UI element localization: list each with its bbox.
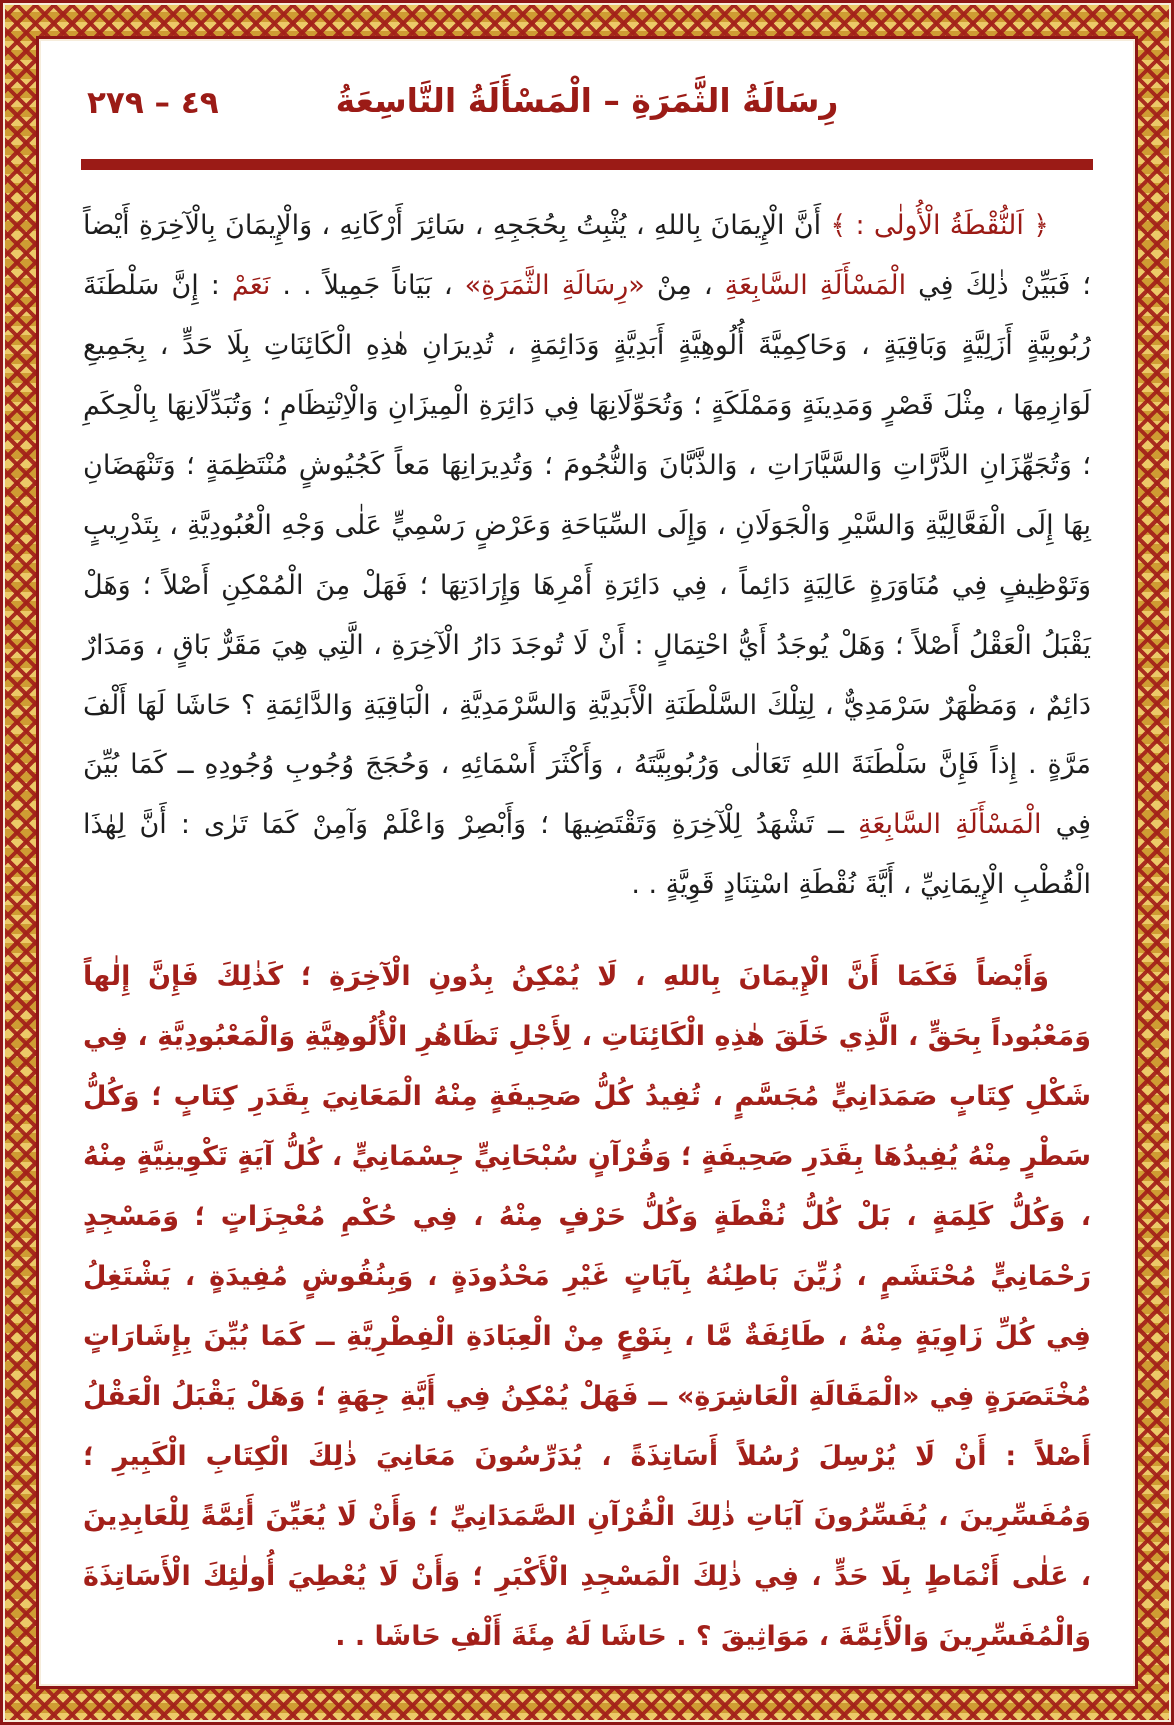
text-run-black: ، بَيَاناً جَمِيلاً . . <box>270 269 465 301</box>
page-title: رِسَالَةُ الثَّمَرَةِ – الْمَسْأَلَةُ التَّاسِعَةُ <box>335 81 839 120</box>
paragraph-second-point <box>83 947 1091 1666</box>
text-run-black: ــ تَشْهَدُ لِلْآخِرَةِ وَتَقْتَضِيهَا ؛ وَأَبْصِرْ وَاعْلَمْ وَآمِنْ كَمَا تَرٰى : أَنَّ لِهٰذَا الْقُطْبِ الْإِيمَانِيِّ ، أَيَّةَ نُقْطَةِ اسْتِنَادٍ قَوِيَّةٍ . . <box>83 809 1091 901</box>
text-run-red: «رِسَالَةِ الثَّمَرَةِ» <box>464 269 645 301</box>
body-text <box>81 170 1093 1667</box>
header-divider-rule <box>81 159 1093 170</box>
text-run-black: ، مِنْ <box>644 269 725 301</box>
text-run-red: نَعَمْ <box>231 269 271 301</box>
paragraph-first-point <box>83 196 1091 915</box>
text-run-red: وَأَيْضاً فَكَمَا أَنَّ الْإِيمَانَ بِاللهِ ، لَا يُمْكِنُ بِدُونِ الْآخِرَةِ ؛ كَذٰلِكَ فَإِنَّ إِلٰهاً وَمَعْبُوداً بِحَقٍّ ، الَّذِي خَلَقَ هٰذِهِ الْكَائِنَاتِ ، لِأَجْلِ تَظَاهُرِ الْأُلُوهِيَّةِ وَالْمَعْبُودِيَّةِ ، فِي شَكْلِ كِتَابٍ صَمَدَانِيٍّ مُجَسَّمٍ ، تُفِيدُ كُلُّ صَحِيفَةٍ مِنْهُ الْمَعَانِيَ بِقَدَرِ كِتَابٍ ؛ وَكُلُّ سَطْرٍ مِنْهُ يُفِيدُهَا بِقَدَرِ صَحِيفَةٍ ؛ وَقُرْآنٍ سُبْحَانِيٍّ جِسْمَانِيٍّ ، كُلُّ آيَةٍ تَكْوِينِيَّةٍ مِنْهُ ، وَكُلُّ كَلِمَةٍ ، بَلْ كُلُّ نُقْطَةٍ وَكُلُّ حَرْفٍ مِنْهُ ، فِي حُكْمِ مُعْجِزَاتٍ ؛ وَمَسْجِدٍ رَحْمَانِيٍّ مُحْتَشَمٍ ، زُيِّنَ بَاطِنُهُ بِآيَاتٍ غَيْرِ مَحْدُودَةٍ ، وَبِنُقُوشٍ مُفِيدَةٍ ، يَشْتَغِلُ فِي كُلِّ زَاوِيَةٍ مِنْهُ ، طَائِفَةٌ مَّا ، بِنَوْعٍ مِنْ الْعِبَادَةِ الْفِطْرِيَّةِ ــ كَمَا بُيِّنَ بِإِشَارَاتٍ مُخْتَصَرَةٍ فِي «الْمَقَالَةِ الْعَاشِرَةِ» ــ فَهَلْ يُمْكِنُ فِي أَيَّةِ جِهَةٍ ؛ وَهَلْ يَقْبَلُ الْعَقْلُ أَصْلاً : أَنْ لَا يُرْسِلَ رُسُلاً أَسَاتِذَةً ، يُدَرِّسُونَ مَعَانِيَ ذٰلِكَ الْكِتَابِ الْكَبِيرِ ؛ وَمُفَسِّرِينَ ، يُفَسِّرُونَ آيَاتِ ذٰلِكَ الْقُرْآنِ الصَّمَدَانِيِّ ؛ وَأَنْ لَا يُعَيِّنَ أَئِمَّةً لِلْعَابِدِينَ ، عَلٰى أَنْمَاطٍ بِلَا حَدٍّ ، فِي ذٰلِكَ الْمَسْجِدِ الْأَكْبَرِ ؛ وَأَنْ لَا يُعْطِيَ أُولٰئِكَ الْأَسَاتِذَةَ وَالْمُفَسِّرِينَ وَالْأَئِمَّةَ ، مَوَاثِيقَ ؟ . حَاشَا لَهُ مِئَةَ أَلْفِ حَاشَا . . <box>83 961 1091 1652</box>
text-run-red: الْمَسْأَلَةِ السَّابِعَةِ <box>724 269 907 301</box>
text-run-black: أَنَّ الْإِيمَانَ بِاللهِ ، يُثْبِتُ بِحُجَجِهِ ، سَائِرَ أَرْكَانِهِ ، وَالْإِيمَانَ بِالْآخِرَةِ أَيْضاً ؛ فَبَيِّنْ ذٰلِكَ فِي <box>83 210 1092 301</box>
page-header <box>81 67 1093 145</box>
page <box>41 41 1133 1684</box>
page-number: ٤٩ – ٢٧٩ <box>87 85 219 121</box>
text-run-black: : إِنَّ سَلْطَنَةَ رُبُوبِيَّةٍ أَزَلِيَّةٍ وَبَاقِيَةٍ ، وَحَاكِمِيَّةَ أُلُوهِيَّةٍ أَبَدِيَّةٍ وَدَائِمَةٍ ، تُدِيرَانِ هٰذِهِ الْكَائِنَاتِ بِلَا حَدٍّ ، بِجَمِيعِ لَوَازِمِهَا ، مِثْلَ قَصْرٍ وَمَدِينَةٍ وَمَمْلَكَةٍ ؛ وَتُحَوِّلَانِهَا فِي دَائِرَةِ الْمِيزَانِ وَالْاِنْتِظَامِ ؛ وَتُبَدِّلَانِهَا بِالْحِكَمِ ؛ وَتُجَهِّزَانِ الذَّرَّاتِ وَالسَّيَّارَاتِ ، وَالذَّبَّانَ وَالنُّجُومَ ؛ وَتُدِيرَانِهَا مَعاً كَجُيُوشٍ مُنْتَظِمَةٍ ؛ وَتَنْهَضَانِ بِهَا إِلَى الْفَعَّالِيَّةِ وَالسَّيْرِ وَالْجَوَلَانِ ، وَإِلَى السِّيَاحَةِ وَعَرْضٍ رَسْمِيٍّ عَلٰى وَجْهِ الْعُبُودِيَّةِ ، بِتَدْرِيبٍ وَتَوْظِيفٍ فِي مُنَاوَرَةٍ عَالِيَةٍ دَائِماً ، فِي دَائِرَةِ أَمْرِهَا وَإِرَادَتِهَا ؛ فَهَلْ مِنَ الْمُمْكِنِ أَصْلاً ؛ وَهَلْ يَقْبَلُ الْعَقْلُ أَصْلاً ؛ وَهَلْ يُوجَدُ أَيُّ احْتِمَالٍ : أَنْ لَا تُوجَدَ دَارُ الْآخِرَةِ ، الَّتِي هِيَ مَقَرٌّ بَاقٍ ، وَمَدَارٌ دَائِمٌ ، وَمَظْهَرٌ سَرْمَدِيٌّ ، لِتِلْكَ السَّلْطَنَةِ الْأَبَدِيَّةِ وَالسَّرْمَدِيَّةِ ، الْبَاقِيَةِ وَالدَّائِمَةِ ؟ حَاشَا لَهَا أَلْفَ مَرَّةٍ . إِذاً فَإِنَّ سَلْطَنَةَ اللهِ تَعَالٰى وَرُبُوبِيَّتَهُ ، وَأَكْثَرَ أَسْمَائِهِ ، وَحُجَجَ وُجُوبِ وُجُودِهِ ــ كَمَا بُيِّنَ فِي <box>83 269 1091 841</box>
text-run-red: ﴿ اَلنُّقْطَةُ الْأُولٰى : ﴾ <box>821 210 1049 241</box>
text-run-red: الْمَسْأَلَةِ السَّابِعَةِ <box>857 809 1042 841</box>
